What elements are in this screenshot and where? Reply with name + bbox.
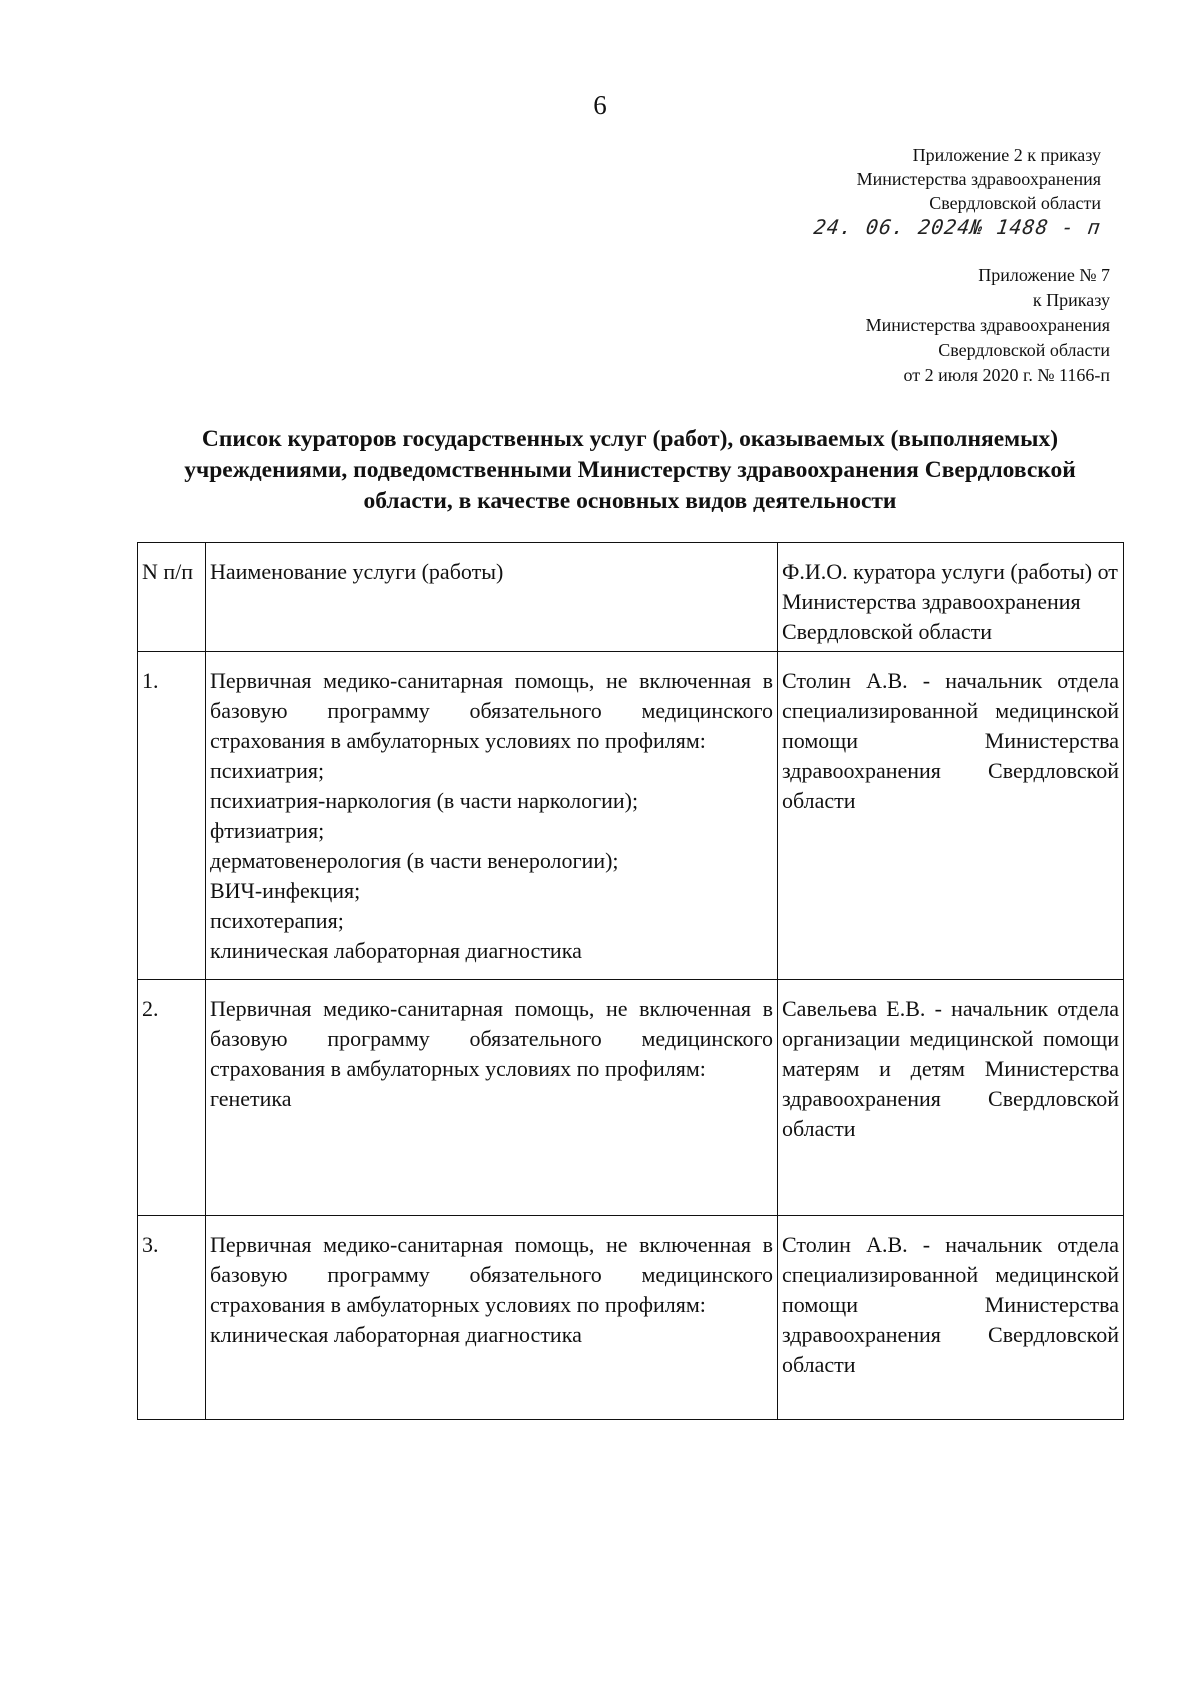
profile-item: клиническая лабораторная диагностика	[210, 1322, 582, 1347]
profile-item: фтизиатрия;	[210, 818, 325, 843]
annex-7-line: Свердловской области	[938, 340, 1110, 360]
table-row	[138, 980, 1124, 1216]
service-description: Первичная медико-санитарная помощь, не включенная в базовую программу обязательного медицинского страхования в амбулаторных условиях по профилям:	[210, 996, 773, 1081]
document-title: Список кураторов государственных услуг (работ), оказываемых (выполняемых) учреждениями, подведомственными Министерству здравоохранения Свердловской области, в качестве основных видов деятельности	[184, 426, 1076, 514]
annex-2-line: Приложение 2 к приказу	[912, 145, 1101, 165]
service-cell	[206, 652, 778, 980]
service-cell	[206, 980, 778, 1216]
row-number: 2.	[138, 980, 206, 1216]
table-header-row	[138, 543, 1124, 652]
annex-7-line: Приложение № 7	[978, 265, 1110, 285]
annex-2-line: Министерства здравоохранения	[856, 169, 1101, 189]
profile-item: психиатрия-наркология (в части наркологии);	[210, 788, 639, 813]
header-curator: Ф.И.О. куратора услуги (работы) от Министерства здравоохранения Свердловской области	[778, 543, 1124, 652]
annex-7-reference	[866, 263, 1110, 388]
table-row	[138, 1216, 1124, 1420]
annex-2-line: Свердловской области	[929, 193, 1101, 213]
profile-item: ВИЧ-инфекция;	[210, 878, 361, 903]
profile-item: психотерапия;	[210, 908, 344, 933]
profile-item: психиатрия;	[210, 758, 325, 783]
service-description: Первичная медико-санитарная помощь, не включенная в базовую программу обязательного медицинского страхования в амбулаторных условиях по профилям:	[210, 1232, 773, 1317]
curator-cell: Столин А.В. - начальник отдела специализированной медицинской помощи Министерства здравоохранения Свердловской области	[778, 1216, 1124, 1420]
row-number: 1.	[138, 652, 206, 980]
handwritten-order-date-number: 24. 06. 2024№ 1488 - п	[812, 215, 1103, 239]
service-description: Первичная медико-санитарная помощь, не включенная в базовую программу обязательного медицинского страхования в амбулаторных условиях по профилям:	[210, 668, 773, 753]
profile-item: клиническая лабораторная диагностика	[210, 938, 582, 963]
curator-cell: Столин А.В. - начальник отдела специализированной медицинской помощи Министерства здравоохранения Свердловской области	[778, 652, 1124, 980]
service-cell	[206, 1216, 778, 1420]
profile-item: дерматовенерология (в части венерологии);	[210, 848, 619, 873]
page-number: 6	[593, 90, 607, 120]
curator-cell: Савельева Е.В. - начальник отдела организации медицинской помощи матерям и детям Министерства здравоохранения Свердловской области	[778, 980, 1124, 1216]
row-number: 3.	[138, 1216, 206, 1420]
header-number: N п/п	[138, 543, 206, 652]
curators-table	[137, 542, 1124, 1420]
header-service: Наименование услуги (работы)	[206, 543, 778, 652]
annex-7-line: к Приказу	[1032, 290, 1110, 310]
annex-7-line: от 2 июля 2020 г. № 1166-п	[903, 365, 1110, 385]
table-row	[138, 652, 1124, 980]
annex-2-reference	[814, 143, 1101, 240]
annex-7-line: Министерства здравоохранения	[865, 315, 1110, 335]
profile-item: генетика	[210, 1086, 292, 1111]
